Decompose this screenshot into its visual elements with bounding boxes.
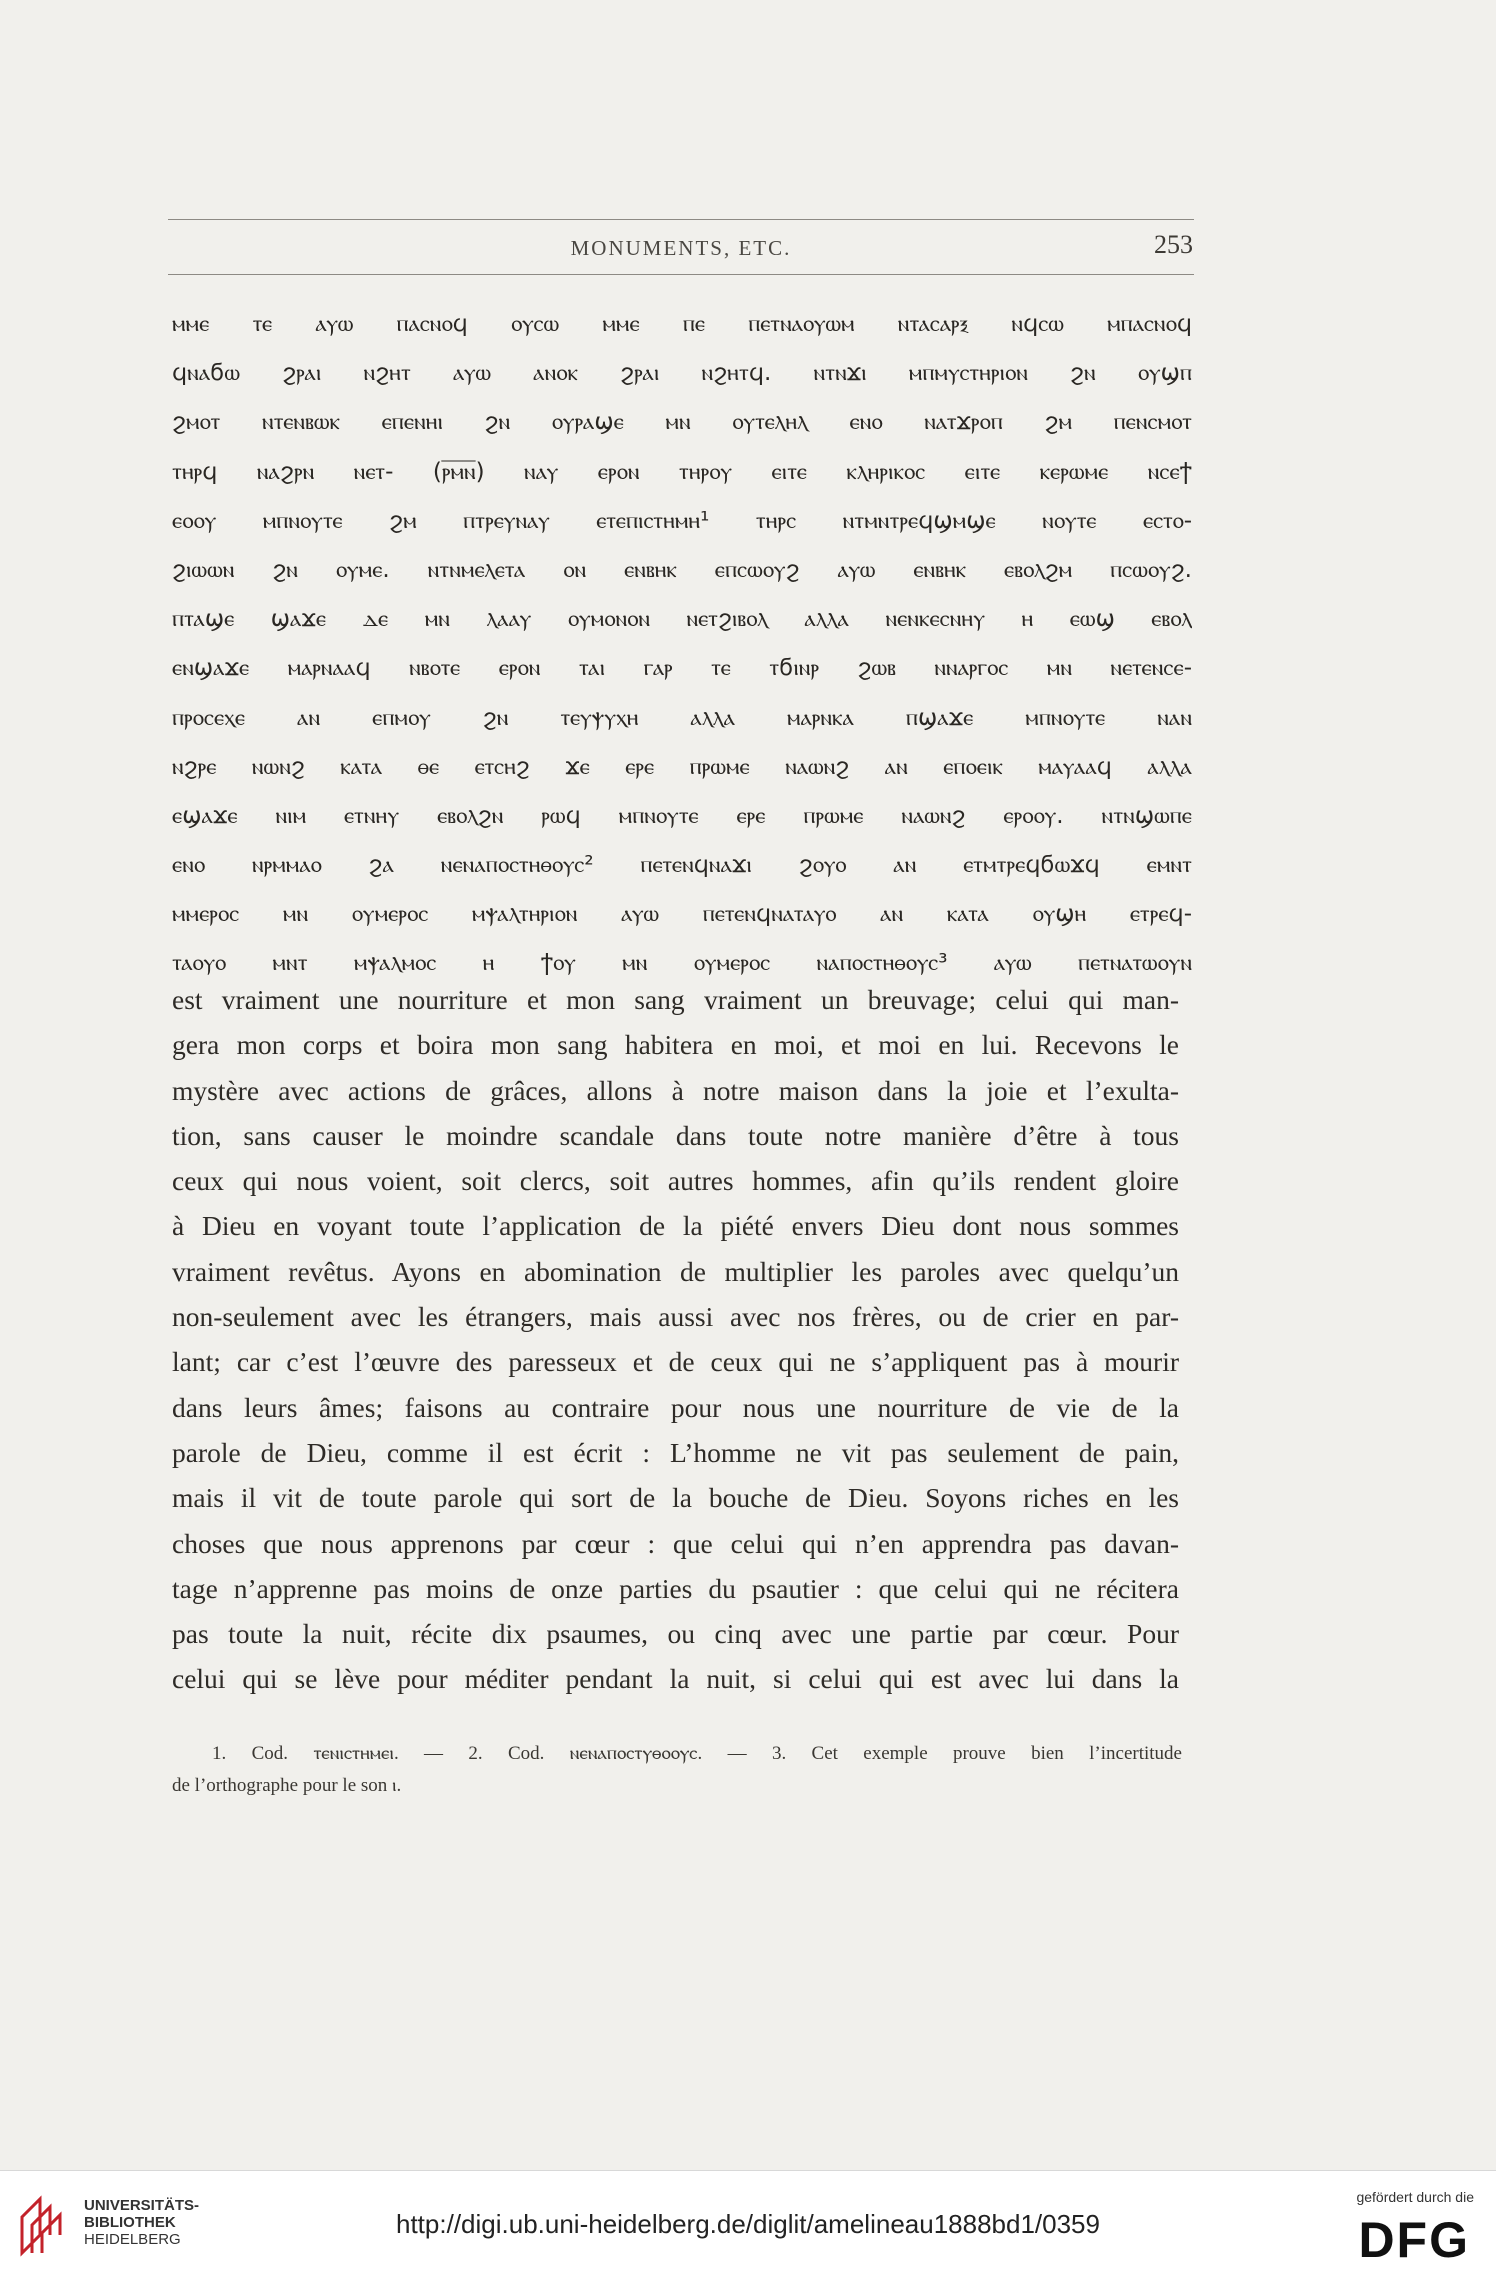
coptic-line: ⲉⲛϣⲁϫⲉ ⲙⲁⲣⲛⲁⲁϥ ⲛⲃⲟⲧⲉ ⲉⲣⲟⲛ ⲧⲁⲓ ⲅⲁⲣ ⲧⲉ ⲧϭⲓⲛⲣ ϩⲱⲃ ⲛⲛⲁⲣⲅⲟⲥ ⲙⲛ ⲛⲉⲧⲉⲛⲥⲉ- <box>172 655 1192 682</box>
coptic-line: ⲡⲧⲁϣⲉ ϣⲁϫⲉ ⲇⲉ ⲙⲛ ⲗⲁⲁⲩ ⲟⲩⲙⲟⲛⲟⲛ ⲛⲉⲧϩⲓⲃⲟⲗ ⲁⲗⲗⲁ ⲛⲉⲛⲕⲉⲥⲛⲏⲩ ⲏ ⲉⲱϣ ⲉⲃⲟⲗ <box>172 606 1192 633</box>
coptic-line: ⲉϣⲁϫⲉ ⲛⲓⲙ ⲉⲧⲛⲏⲩ ⲉⲃⲟⲗϩⲛ ⲣⲱϥ ⲙⲡⲛⲟⲩⲧⲉ ⲉⲣⲉ ⲡⲣⲱⲙⲉ ⲛⲁⲱⲛϩ ⲉⲣⲟⲟⲩ. ⲛⲧⲛϣⲱⲡⲉ <box>172 802 1192 829</box>
coptic-line: ⲡⲣⲟⲥⲉⲭⲉ ⲁⲛ ⲉⲡⲙⲟⲩ ϩⲛ ⲧⲉⲩⲯⲩⲭⲏ ⲁⲗⲗⲁ ⲙⲁⲣⲛⲕⲁ ⲡϣⲁϫⲉ ⲙⲡⲛⲟⲩⲧⲉ ⲛⲁⲛ <box>172 704 1192 731</box>
permalink-url[interactable]: http://digi.ub.uni-heidelberg.de/diglit/amelineau1888bd1/0359 <box>396 2209 1100 2239</box>
footnote-line: de l’orthographe pour le son ⲓ. <box>172 1775 402 1796</box>
french-line: choses que nous apprenons par cœur : que celui qui n’en apprendra pas davan- <box>172 1527 1179 1559</box>
french-line: lant; car c’est l’œuvre des paresseux et de ceux qui ne s’appliquent pas à mourir <box>172 1346 1179 1378</box>
french-line: mais il vit de toute parole qui sort de la bouche de Dieu. Soyons riches en les <box>172 1482 1179 1514</box>
coptic-text-block <box>172 300 1192 989</box>
footnote-line: 1. Cod. ⲧⲉⲛⲓⲥⲧⲏⲙⲉⲓ. — 2. Cod. ⲛⲉⲛⲁⲡⲟⲥⲧⲩⲑⲟⲟⲩⲥ. — 3. Cet exemple prouve bien l’incertitude <box>212 1743 1182 1764</box>
coptic-line: ⲉⲟⲟⲩ ⲙⲡⲛⲟⲩⲧⲉ ϩⲙ ⲡⲧⲣⲉⲩⲛⲁⲩ ⲉⲧⲉⲡⲓⲥⲧⲏⲙⲏ¹ ⲧⲏⲣⲥ ⲛⲧⲙⲛⲧⲣⲉϥϣⲙϣⲉ ⲛⲟⲩⲧⲉ ⲉⲥⲧⲟ- <box>172 507 1192 534</box>
page-number: 253 <box>1154 230 1193 259</box>
french-line: tage n’apprenne pas moins de onze parties du psautier : que celui qui ne récitera <box>172 1572 1179 1604</box>
institution-line: UNIVERSITÄTS- <box>84 2197 200 2214</box>
french-translation-block <box>172 977 1179 1702</box>
french-line: est vraiment une nourriture et mon sang vraiment un breuvage; celui qui man- <box>172 984 1179 1015</box>
running-header: MONUMENTS, ETC. <box>570 236 792 260</box>
header-bottom-rule <box>168 274 1194 275</box>
french-line: pas toute la nuit, récite dix psaumes, ou cinq avec une partie par cœur. Pour <box>172 1618 1179 1650</box>
header-top-rule <box>168 219 1194 220</box>
french-line: mystère avec actions de grâces, allons à notre maison dans la joie et l’exulta- <box>172 1074 1179 1106</box>
coptic-line: ϥⲛⲁϭⲱ ϩⲣⲁⲓ ⲛϩⲏⲧ ⲁⲩⲱ ⲁⲛⲟⲕ ϩⲣⲁⲓ ⲛϩⲏⲧϥ. ⲛⲧⲛϫⲓ ⲙⲡⲙⲩⲥⲧⲏⲣⲓⲟⲛ ϩⲛ ⲟⲩϣⲡ <box>172 360 1192 387</box>
french-line: à Dieu en voyant toute l’application de la piété envers Dieu dont nous sommes <box>172 1210 1179 1242</box>
coptic-line: ϩⲙⲟⲧ ⲛⲧⲉⲛⲃⲱⲕ ⲉⲡⲉⲛⲏⲓ ϩⲛ ⲟⲩⲣⲁϣⲉ ⲙⲛ ⲟⲩⲧⲉⲗⲏⲗ ⲉⲛⲟ ⲛⲁⲧϫⲣⲟⲡ ϩⲙ ⲡⲉⲛⲥⲙⲟⲧ <box>172 409 1192 436</box>
funded-by-label: gefördert durch die <box>1356 2189 1474 2205</box>
coptic-line: ⲧⲏⲣϥ ⲛⲁϩⲣⲛ ⲛⲉⲧ- (ⲣ̅ⲙ̅ⲛ̅) ⲛⲁⲩ ⲉⲣⲟⲛ ⲧⲏⲣⲟⲩ ⲉⲓⲧⲉ ⲕⲗⲏⲣⲓⲕⲟⲥ ⲉⲓⲧⲉ ⲕⲉⲣⲱⲙⲉ ⲛⲥⲉϯ <box>172 458 1192 485</box>
institution-line: HEIDELBERG <box>84 2231 181 2248</box>
french-line: dans leurs âmes; faisons au contraire pour nous une nourriture de vie de la <box>172 1391 1179 1423</box>
footnotes <box>172 1738 1182 1802</box>
coptic-line: ϩⲓⲱⲱⲛ ϩⲛ ⲟⲩⲙⲉ. ⲛⲧⲛⲙⲉⲗⲉⲧⲁ ⲟⲛ ⲉⲛⲃⲏⲕ ⲉⲡⲥⲱⲟⲩϩ ⲁⲩⲱ ⲉⲛⲃⲏⲕ ⲉⲃⲟⲗϩⲙ ⲡⲥⲱⲟⲩϩ. <box>172 556 1192 583</box>
viewer-footer <box>0 2170 1496 2280</box>
coptic-line: ⲉⲛⲟ ⲛⲣⲙⲙⲁⲟ ϩⲁ ⲛⲉⲛⲁⲡⲟⲥⲧⲏⲑⲟⲩⲥ² ⲡⲉⲧⲉⲛϥⲛⲁϫⲓ ϩⲟⲩⲟ ⲁⲛ ⲉⲧⲙⲧⲣⲉϥϭⲱϫϥ ⲉⲙⲛⲧ <box>172 852 1192 879</box>
coptic-line: ⲙⲙⲉ ⲧⲉ ⲁⲩⲱ ⲡⲁⲥⲛⲟϥ ⲟⲩⲥⲱ ⲙⲙⲉ ⲡⲉ ⲡⲉⲧⲛⲁⲟⲩⲱⲙ ⲛⲧⲁⲥⲁⲣⲝ ⲛϥⲥⲱ ⲙⲡⲁⲥⲛⲟϥ <box>172 311 1192 337</box>
french-line: non-seulement avec les étrangers, mais aussi avec nos frères, ou de crier en par- <box>172 1301 1179 1333</box>
french-line: tion, sans causer le moindre scandale dans toute notre manière d’être à tous <box>172 1119 1179 1151</box>
institution-line: BIBLIOTHEK <box>84 2214 176 2231</box>
dfg-logo: DFG <box>1358 2212 1470 2268</box>
french-line: ceux qui nous voient, soit clercs, soit autres hommes, afin qu’ils rendent gloire <box>172 1165 1179 1197</box>
coptic-line: ⲙⲙⲉⲣⲟⲥ ⲙⲛ ⲟⲩⲙⲉⲣⲟⲥ ⲙⲯⲁⲗⲧⲏⲣⲓⲟⲛ ⲁⲩⲱ ⲡⲉⲧⲉⲛϥⲛⲁⲧⲁⲩⲟ ⲁⲛ ⲕⲁⲧⲁ ⲟⲩϣⲏ ⲉⲧⲣⲉϥ- <box>172 901 1192 928</box>
french-line: gera mon corps et boira mon sang habitera en moi, et moi en lui. Recevons le <box>172 1029 1179 1061</box>
french-line: parole de Dieu, comme il est écrit : L’homme ne vit pas seulement de pain, <box>172 1436 1179 1468</box>
coptic-line: ⲛϩⲣⲉ ⲛⲱⲛϩ ⲕⲁⲧⲁ ⲑⲉ ⲉⲧⲥⲏϩ ϫⲉ ⲉⲣⲉ ⲡⲣⲱⲙⲉ ⲛⲁⲱⲛϩ ⲁⲛ ⲉⲡⲟⲉⲓⲕ ⲙⲁⲩⲁⲁϥ ⲁⲗⲗⲁ <box>172 753 1192 780</box>
french-line: vraiment revêtus. Ayons en abomination de multiplier les paroles avec quelqu’un <box>172 1255 1179 1287</box>
coptic-line: ⲧⲁⲟⲩⲟ ⲙⲛⲧ ⲙⲯⲁⲗⲙⲟⲥ ⲏ ϯⲟⲩ ⲙⲛ ⲟⲩⲙⲉⲣⲟⲥ ⲛⲁⲡⲟⲥⲧⲏⲑⲟⲩⲥ³ ⲁⲩⲱ ⲡⲉⲧⲛⲁⲧⲱⲟⲩⲛ <box>172 950 1192 977</box>
french-line: celui qui se lève pour méditer pendant la nuit, si celui qui est avec lui dans la <box>172 1663 1179 1695</box>
